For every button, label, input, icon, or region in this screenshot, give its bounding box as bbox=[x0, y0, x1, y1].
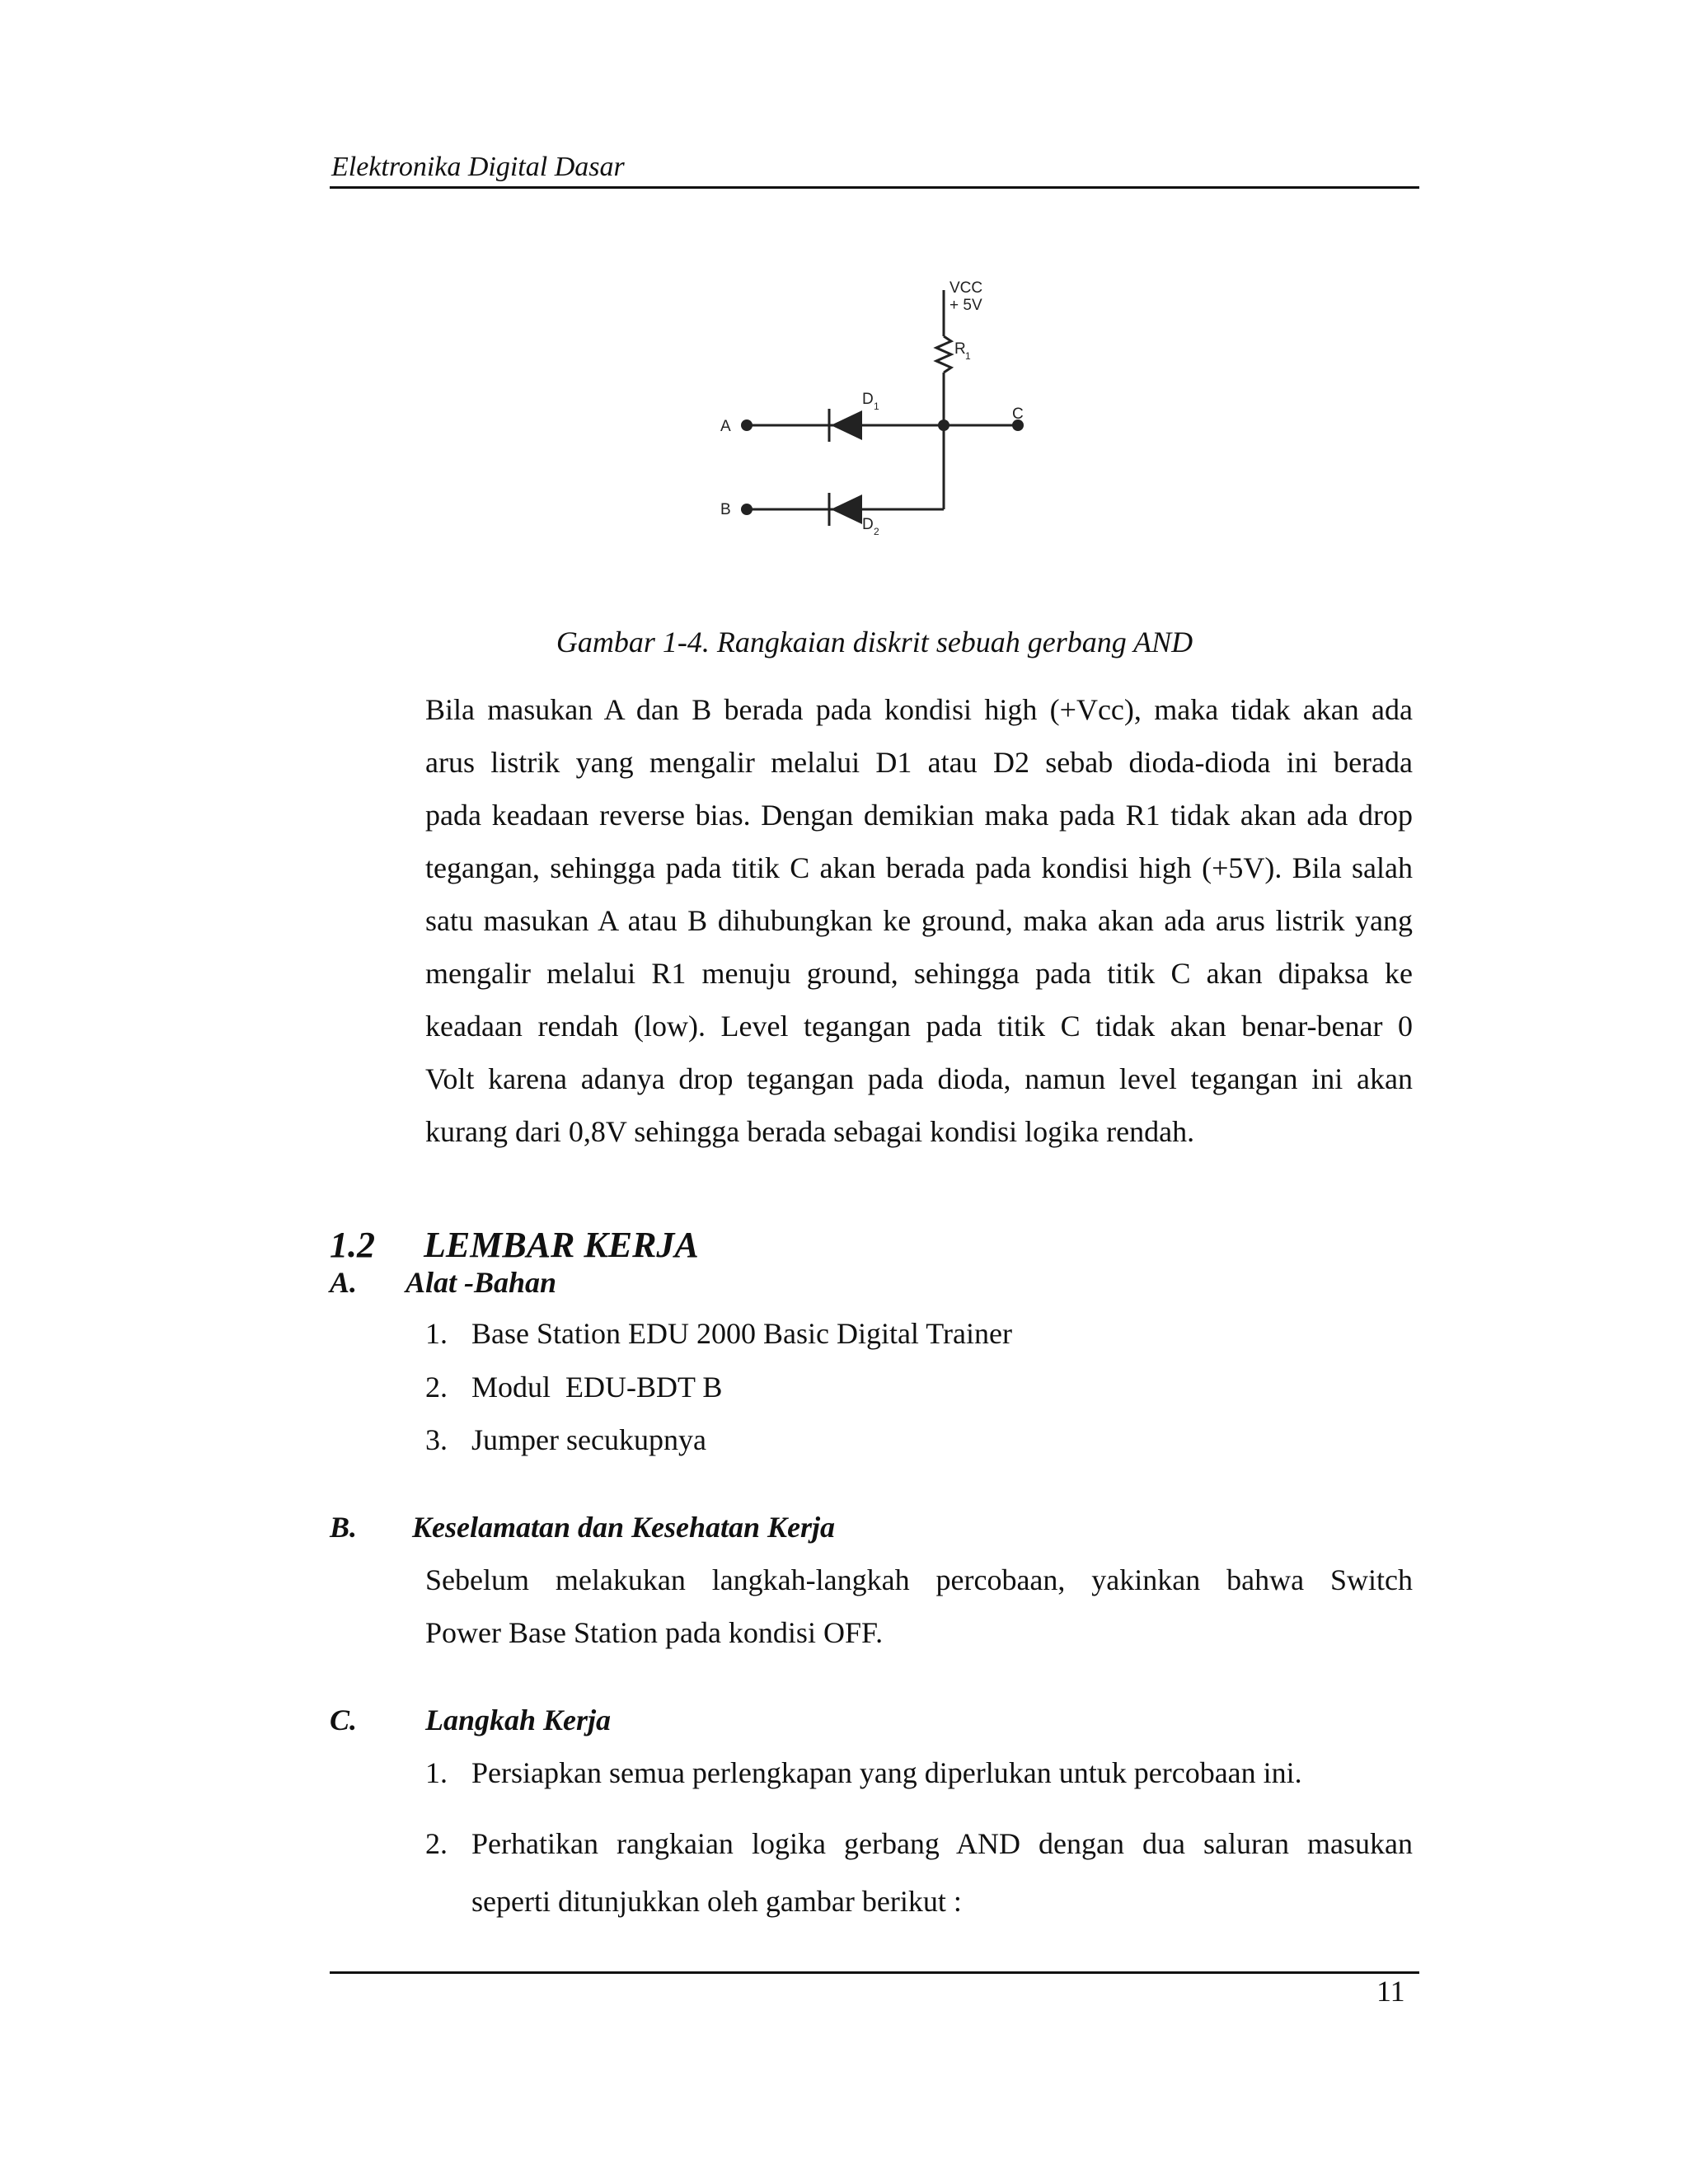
r1-subscript: 1 bbox=[965, 350, 971, 362]
paragraph-line: arus listrik yang mengalir melalui D1 atau D2 sebab dioda-dioda ini berada bbox=[425, 746, 1413, 779]
d1-label: D bbox=[862, 391, 874, 408]
d1-subscript: 1 bbox=[874, 401, 879, 412]
list-item bbox=[425, 1826, 1413, 1919]
sub-heading-title: Alat -Bahan bbox=[406, 1266, 557, 1299]
list-number: 1. bbox=[425, 1756, 448, 1789]
sub-heading-a bbox=[330, 1265, 556, 1300]
list-text: Jumper secukupnya bbox=[471, 1423, 706, 1456]
d2-diode-symbol bbox=[831, 494, 862, 524]
section-number: 1.2 bbox=[330, 1225, 375, 1265]
list-item bbox=[425, 1370, 722, 1404]
section-title: LEMBAR KERJA bbox=[424, 1225, 699, 1265]
sub-heading-letter: A. bbox=[330, 1266, 358, 1299]
page-number: 11 bbox=[1376, 1975, 1405, 2008]
list-text: seperti ditunjukkan oleh gambar berikut : bbox=[471, 1885, 962, 1918]
vcc-value-label: + 5V bbox=[950, 297, 982, 314]
paragraph-line: keadaan rendah (low). Level tegangan pada titik C tidak akan benar-benar 0 bbox=[425, 1010, 1413, 1043]
list-item bbox=[425, 1755, 1302, 1790]
list-text: Persiapkan semua perlengkapan yang diperlukan untuk percobaan ini. bbox=[471, 1756, 1302, 1789]
paragraph-line: Bila masukan A dan B berada pada kondisi high (+Vcc), maka tidak akan ada bbox=[425, 693, 1413, 726]
sub-heading-letter: C. bbox=[330, 1704, 358, 1736]
output-c-label: C bbox=[1012, 405, 1024, 423]
d1-diode-symbol bbox=[831, 410, 862, 440]
sub-heading-title: Langkah Kerja bbox=[425, 1704, 612, 1736]
vcc-label: VCC bbox=[950, 279, 983, 297]
sub-heading-title: Keselamatan dan Kesehatan Kerja bbox=[412, 1511, 836, 1544]
input-a-label: A bbox=[720, 418, 731, 435]
running-header: Elektronika Digital Dasar bbox=[331, 152, 625, 182]
paragraph-line: mengalir melalui R1 menuju ground, sehingga pada titik C akan dipaksa ke bbox=[425, 957, 1413, 990]
terminal-b bbox=[741, 504, 753, 515]
paragraph-line: satu masukan A atau B dihubungkan ke ground, maka akan ada arus listrik yang bbox=[425, 904, 1413, 937]
paragraph-line: tegangan, sehingga pada titik C akan berada pada kondisi high (+5V). Bila salah bbox=[425, 851, 1413, 884]
header-rule bbox=[330, 186, 1419, 189]
list-text: Modul EDU-BDT B bbox=[471, 1371, 723, 1404]
sub-heading-c bbox=[330, 1703, 611, 1737]
list-text: Base Station EDU 2000 Basic Digital Trainer bbox=[471, 1317, 1012, 1350]
input-b-label: B bbox=[720, 501, 731, 518]
footer-rule bbox=[330, 1971, 1419, 1974]
list-item bbox=[425, 1316, 1012, 1351]
d2-subscript: 2 bbox=[874, 526, 879, 537]
list-text: Perhatikan rangkaian logika gerbang AND dengan dua saluran masukan bbox=[471, 1827, 1413, 1860]
list-number: 1. bbox=[425, 1317, 448, 1350]
figure-caption: Gambar 1-4. Rangkaian diskrit sebuah gerbang AND bbox=[556, 626, 1193, 658]
paragraph-line: Volt karena adanya drop tegangan pada dioda, namun level tegangan ini akan bbox=[425, 1062, 1413, 1095]
and-gate-circuit-diagram bbox=[709, 272, 1055, 544]
paragraph-line: Sebelum melakukan langkah-langkah percobaan, yakinkan bahwa Switch bbox=[425, 1563, 1413, 1596]
list-item bbox=[425, 1422, 706, 1457]
list-number: 2. bbox=[425, 1827, 448, 1860]
resistor-r1 bbox=[936, 336, 951, 373]
list-number: 3. bbox=[425, 1423, 448, 1456]
paragraph-line: pada keadaan reverse bias. Dengan demikian maka pada R1 tidak akan ada drop bbox=[425, 799, 1413, 832]
section-heading bbox=[330, 1224, 699, 1266]
junction-node bbox=[938, 419, 950, 431]
terminal-a bbox=[741, 419, 753, 431]
list-number: 2. bbox=[425, 1371, 448, 1404]
sub-heading-letter: B. bbox=[330, 1511, 358, 1544]
r1-label: R bbox=[954, 340, 966, 358]
sub-heading-b bbox=[330, 1510, 835, 1544]
paragraph-line: kurang dari 0,8V sehingga berada sebagai kondisi logika rendah. bbox=[425, 1115, 1195, 1148]
d2-label: D bbox=[862, 516, 874, 533]
paragraph-line: Power Base Station pada kondisi OFF. bbox=[425, 1616, 884, 1649]
